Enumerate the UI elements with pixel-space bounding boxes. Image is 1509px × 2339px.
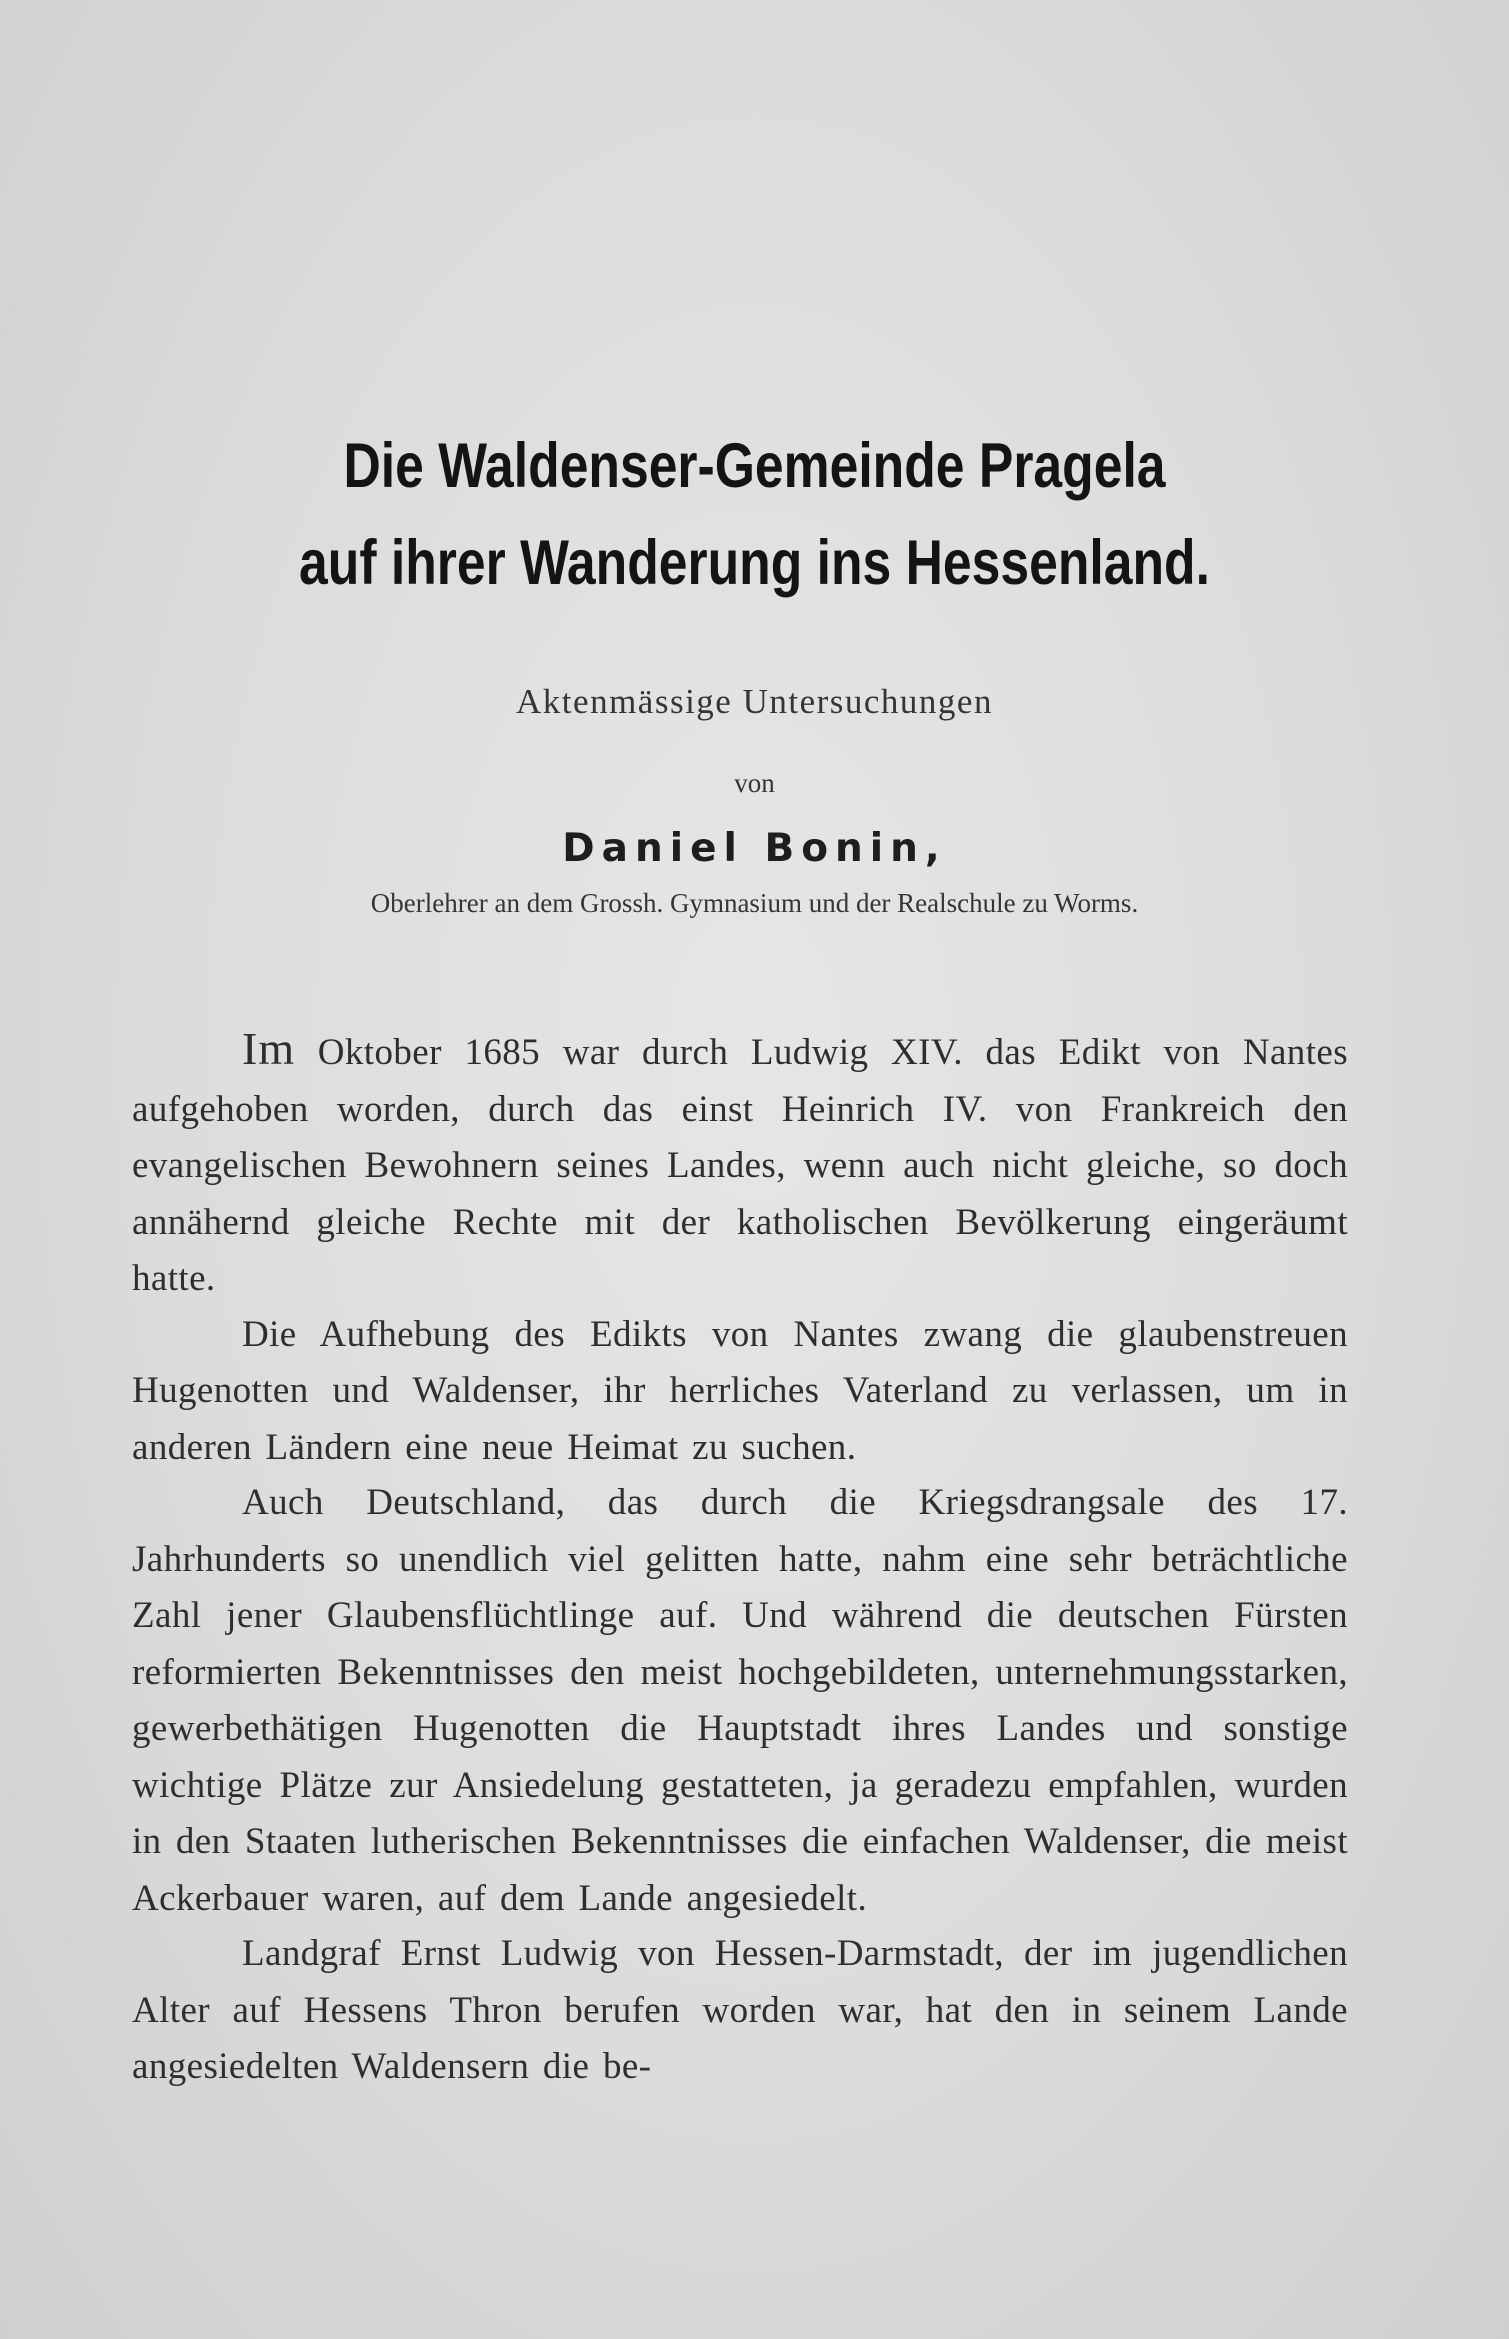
paragraph-2: Die Aufhebung des Edikts von Nantes zwang die glaubenstreuen Hugenotten und Waldenser, ihr herrliches Vaterland zu verlassen, um in anderen Ländern eine neue Heimat zu suchen. [132, 1313, 1348, 1468]
author-name: Daniel Bonin, [562, 826, 947, 871]
paragraph-1-initial: Im [242, 1023, 296, 1074]
paragraph-1 [132, 1025, 1348, 1308]
paragraph-4: Landgraf Ernst Ludwig von Hessen-Darmstadt, der im jugendlichen Alter auf Hessens Thron berufen worden war, hat den in seinem Lande angesiedelten Waldensern die be- [132, 1933, 1348, 2087]
byline-von: von [734, 768, 775, 798]
paragraph-3: Auch Deutschland, das durch die Kriegsdrangsale des 17. Jahrhunderts so unendlich viel gelitten hatte, nahm eine sehr beträchtliche Zahl jener Glaubensflüchtlinge auf. Und während die deutschen Fürsten reformierten Bekenntnisses den meist hochgebildeten, unternehmungsstarken, gewerbethätigen Hugenotten die Hauptstadt ihres Landes und sonstige wichtige Plätze zur Ansiedelung gestatteten, ja geradezu empfahlen, wurden in den Staaten lutherischen Bekenntnisses die einfachen Waldenser, die meist Ackerbauer waren, auf dem Lande angesiedelt. [132, 1482, 1348, 1919]
title-line-2: auf ihrer Wanderung ins Hessenland. [299, 528, 1210, 598]
subtitle: Aktenmässige Untersuchungen [516, 682, 993, 721]
title-line-1: Die Waldenser-Gemeinde Pragela [343, 431, 1166, 501]
paragraph-1-text: Oktober 1685 war durch Ludwig XIV. das Edikt von Nantes aufgehoben worden, durch das einst Heinrich IV. von Frankreich den evangelischen Bewohnern seines Landes, wenn auch nicht gleiche, so doch annähernd gleiche Rechte mit der katholischen Bevölkerung eingeräumt hatte. [132, 1032, 1348, 1299]
author-affiliation: Oberlehrer an dem Grossh. Gymnasium und der Realschule zu Worms. [370, 888, 1139, 918]
article-body [132, 1025, 1348, 2095]
